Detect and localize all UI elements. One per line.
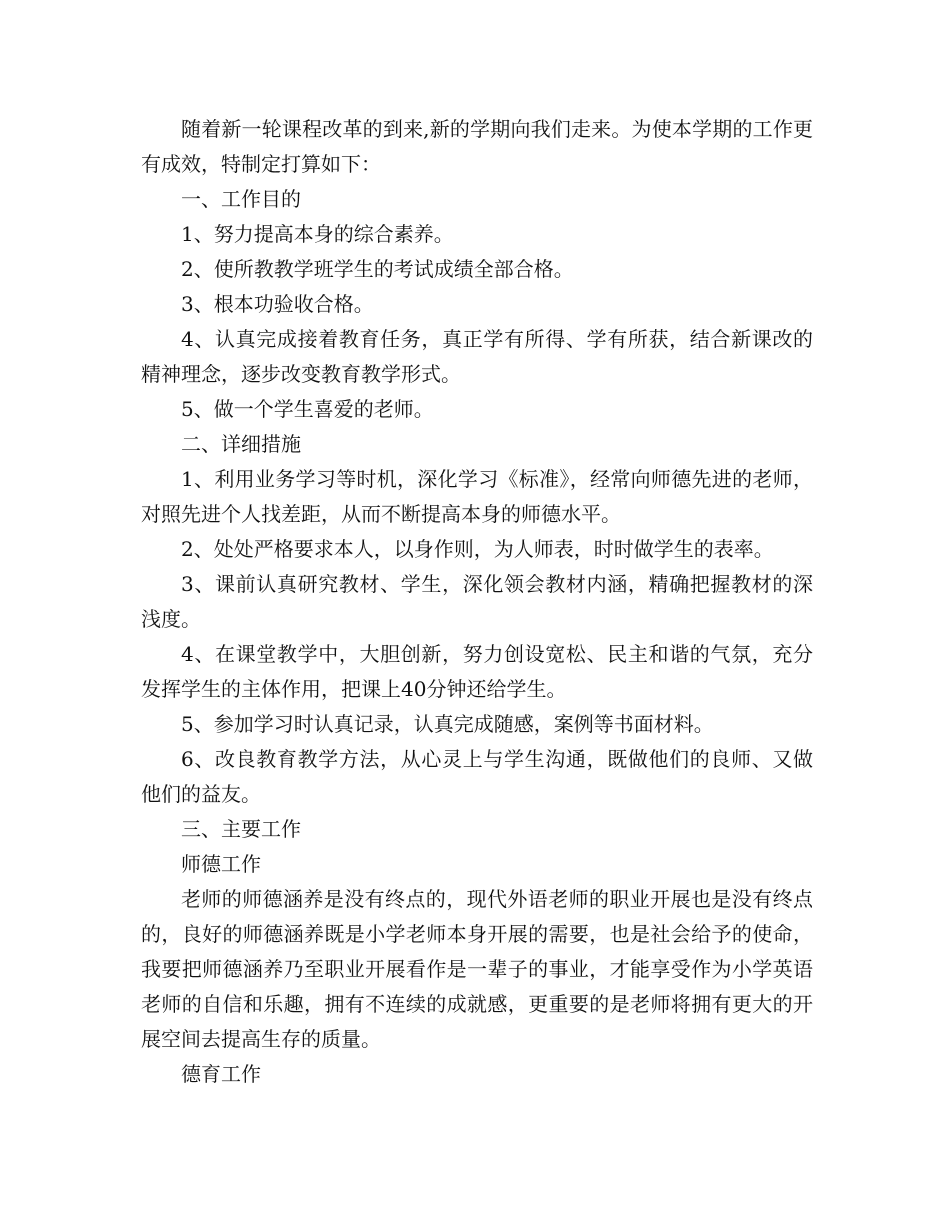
goal-item-5: 5、做一个学生喜爱的老师。	[181, 397, 434, 421]
measure-item-1: 1、利用业务学习等时机，深化学习《标准》，经常向师德先进的老师，对照先进个人找差距，从而不断提高本身的师德水平。	[141, 467, 813, 526]
goal-item-2: 2、使所教教学班学生的考试成绩全部合格。	[181, 257, 574, 281]
goal-item-4: 4、认真完成接着教育任务，真正学有所得、学有所获，结合新课改的精神理念，逐步改变教育教学形式。	[141, 327, 813, 386]
measure-item-6: 6、改良教育教学方法，从心灵上与学生沟通，既做他们的良师、又做他们的益友。	[141, 747, 813, 806]
measure-item-2: 2、处处严格要求本人，以身作则，为人师表，时时做学生的表率。	[181, 537, 774, 561]
section-heading-main-work: 三、主要工作	[181, 817, 301, 841]
measure-item-4: 4、在课堂教学中，大胆创新，努力创设宽松、民主和谐的气氛，充分发挥学生的主体作用，把课上40分钟还给学生。	[141, 642, 813, 701]
measure-item-5: 5、参加学习时认真记录，认真完成随感，案例等书面材料。	[181, 712, 714, 736]
subheading-ethics-work: 师德工作	[181, 852, 261, 876]
section-heading-measures: 二、详细措施	[181, 432, 301, 456]
document-body	[141, 112, 813, 1092]
intro-paragraph: 随着新一轮课程改革的到来,新的学期向我们走来。为使本学期的工作更有成效，特制定打算如下：	[141, 117, 813, 176]
ethics-paragraph: 老师的师德涵养是没有终点的，现代外语老师的职业开展也是没有终点的，良好的师德涵养既是小学老师本身开展的需要，也是社会给予的使命，我要把师德涵养乃至职业开展看作是一辈子的事业，才能享受作为小学英语老师的自信和乐趣，拥有不连续的成就感，更重要的是老师将拥有更大的开展空间去提高生存的质量。	[141, 887, 813, 1051]
goal-item-3: 3、根本功验收合格。	[181, 292, 374, 316]
subheading-moral-education: 德育工作	[181, 1062, 261, 1086]
section-heading-goals: 一、工作目的	[181, 187, 301, 211]
goal-item-1: 1、努力提高本身的综合素养。	[181, 222, 454, 246]
measure-item-3: 3、课前认真研究教材、学生，深化领会教材内涵，精确把握教材的深浅度。	[141, 572, 813, 631]
